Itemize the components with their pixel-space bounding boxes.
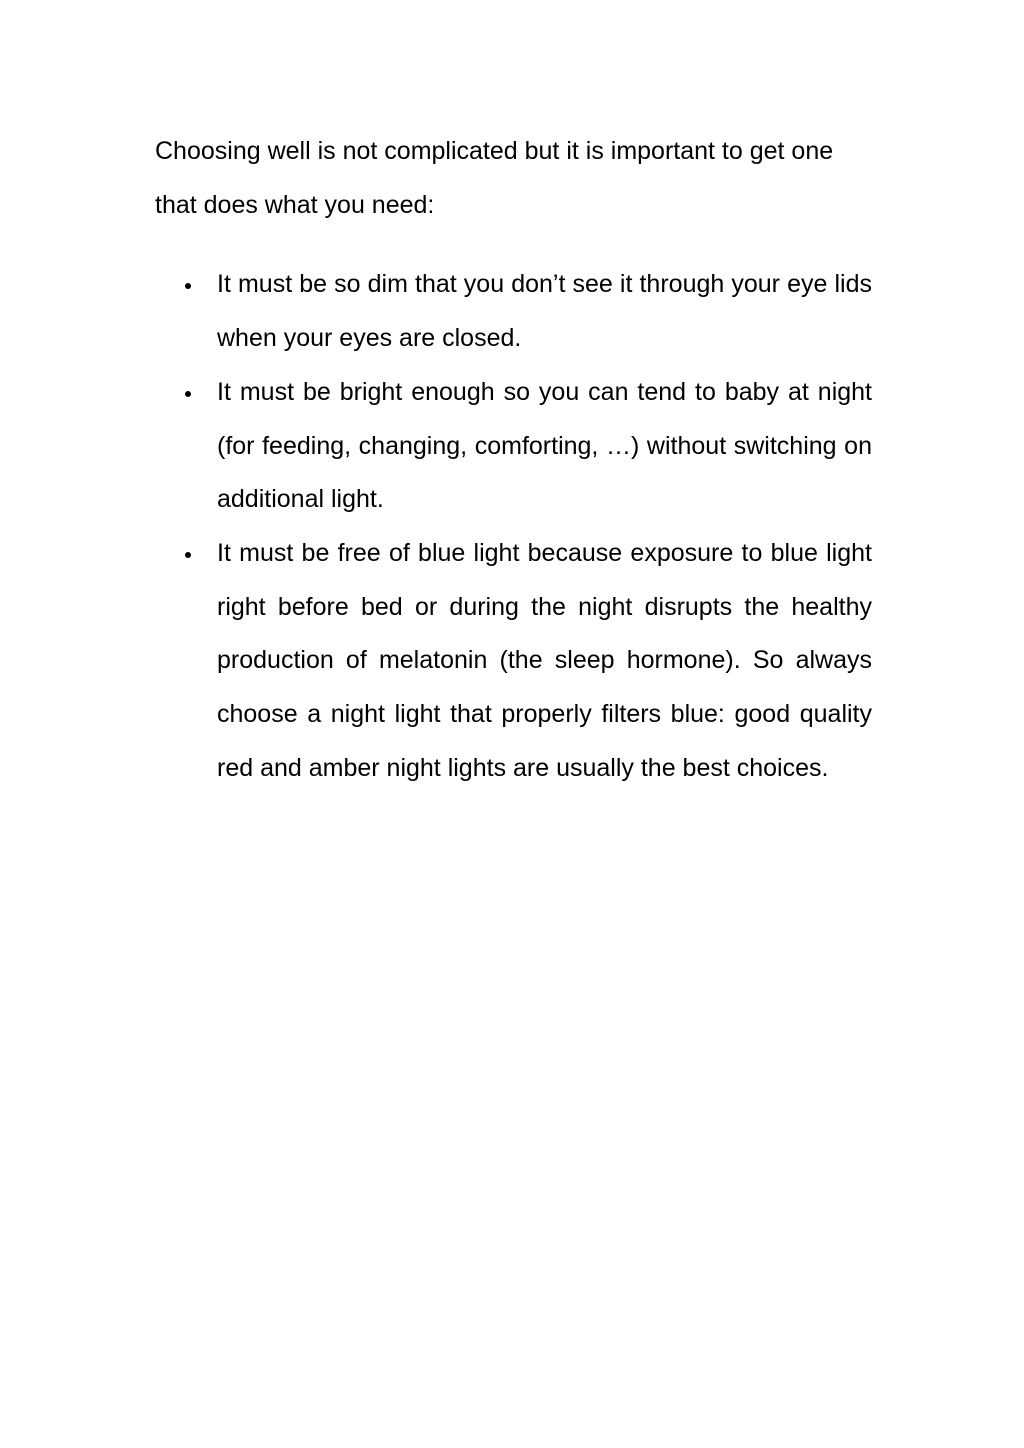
list-item xyxy=(155,258,872,365)
bullet-icon xyxy=(185,283,191,289)
bullet-text: It must be bright enough so you can tend to baby at night (for feeding, changing, comforting, …) without switching on additional light. xyxy=(217,377,872,514)
bullet-list xyxy=(155,258,872,795)
bullet-icon xyxy=(185,391,191,397)
bullet-icon xyxy=(185,552,191,558)
list-item xyxy=(155,366,872,527)
intro-paragraph: Choosing well is not complicated but it is important to get one that does what you need: xyxy=(155,137,834,219)
page-content xyxy=(155,125,872,795)
bullet-text: It must be free of blue light because exposure to blue light right before bed or during the night disrupts the healthy production of melatonin (the sleep hormone). So always choose a night light that properly filters blue: good quality red and amber night lights are usually the best choices. xyxy=(217,538,872,782)
bullet-text: It must be so dim that you don’t see it through your eye lids when your eyes are closed. xyxy=(217,270,872,353)
list-item xyxy=(155,527,872,796)
